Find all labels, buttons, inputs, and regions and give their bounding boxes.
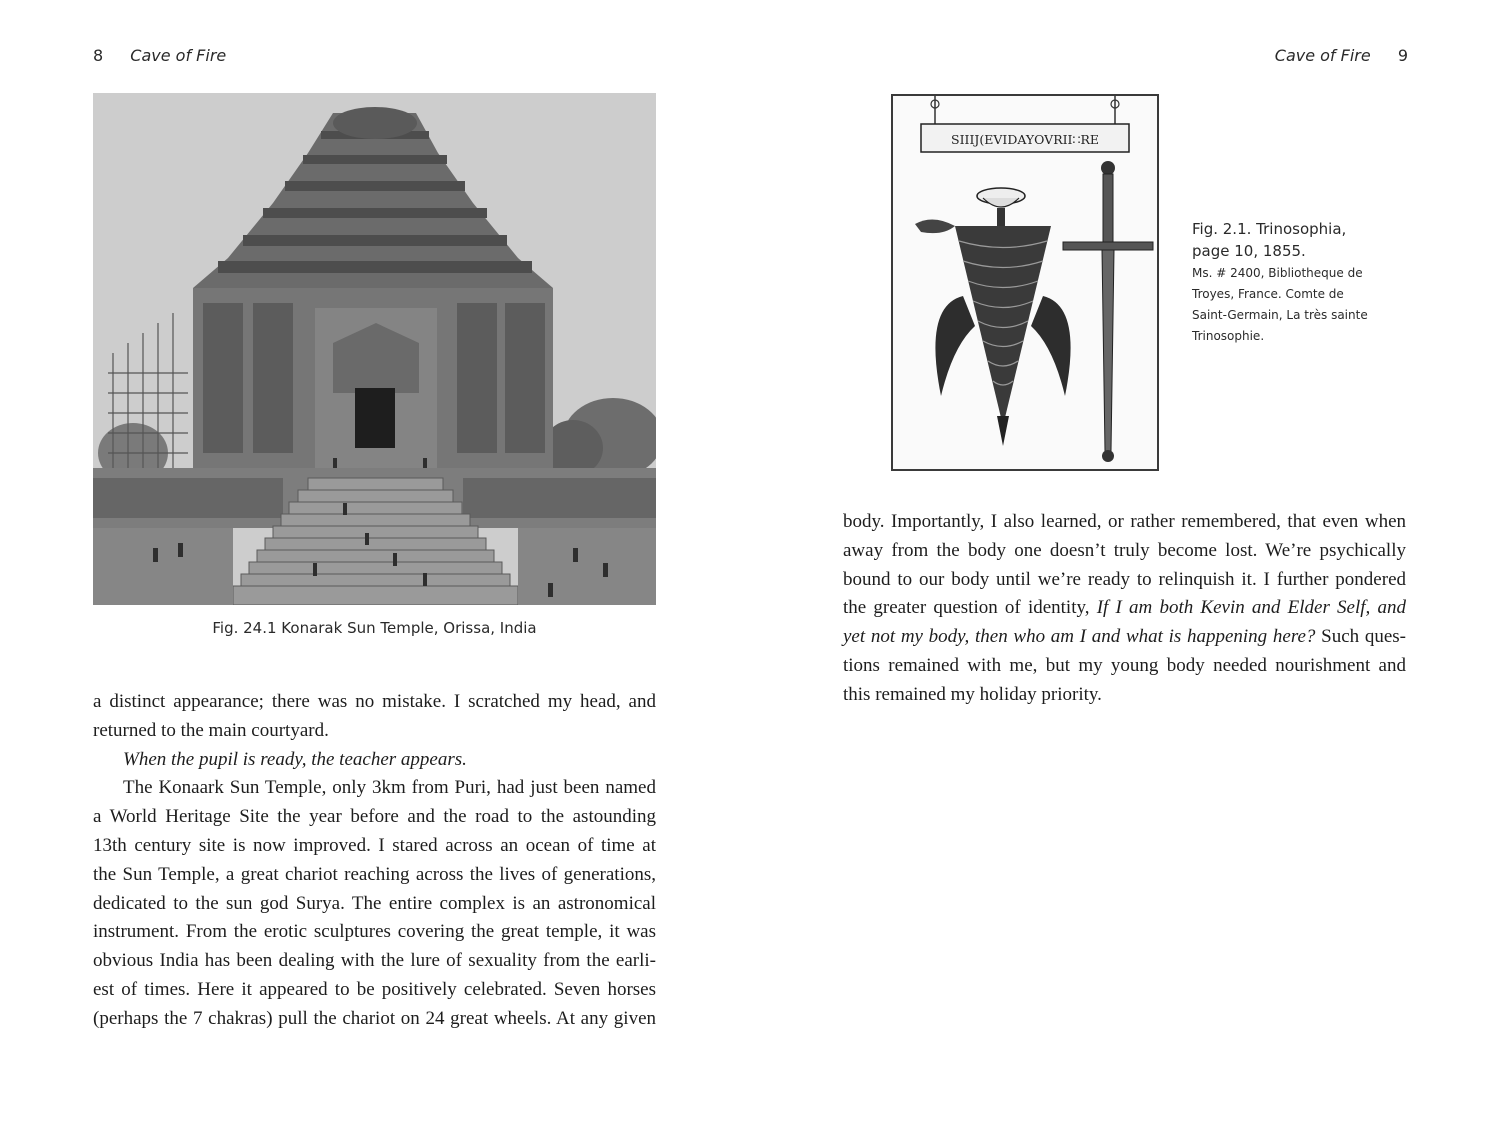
text-line: body. Importantly, I also learned, or rather remembered, that even when [843,511,1406,532]
left-figure-caption: Fig. 24.1 Konarak Sun Temple, Orissa, India [212,619,537,637]
text-line: tions remained with me, but my young body needed nourishment and [843,654,1406,676]
right-figure-caption [1192,218,1392,347]
text-line: this remained my holiday priority. [843,683,1102,705]
left-running-header [93,46,226,65]
right-body-text [843,508,1406,710]
caption-line: page 10, 1855. [1192,242,1306,260]
left-body-text [93,688,656,1034]
text-line: away from the body one doesn’t truly become lost. We’re psychically [843,539,1406,561]
caption-source-line: Saint-Germain, La très sainte [1192,308,1368,322]
text-line: The Konaark Sun Temple, only 3km from Puri, had just been named [123,777,656,799]
text-line: 13th century site is now improved. I stared across an ocean of time at [93,834,656,856]
left-page-number: 8 [93,46,104,65]
right-page-number: 9 [1397,46,1408,65]
text-line: (perhaps the 7 chakras) pull the chariot on 24 great wheels. At any given [93,1007,656,1029]
caption-source-line: Ms. # 2400, Bibliotheque de [1192,266,1363,280]
text-line [843,594,1406,623]
text-segment: the greater question of identity, [843,597,1097,619]
caption-line: Fig. 2.1. Trinosophia, [1192,220,1347,238]
text-line: the Sun Temple, a great chariot reaching across the lives of generations, [93,863,656,885]
text-segment: Such ques- [1315,626,1406,648]
text-line: obvious India has been dealing with the lure of sexuality from the earli- [93,950,656,972]
right-running-title: Cave of Fire [1274,46,1371,65]
right-page [750,0,1500,1125]
text-line: returned to the main courtyard. [93,719,329,741]
trinosophia-illustration [891,94,1159,471]
text-line: a distinct appearance; there was no mistake. I scratched my head, and [93,691,656,712]
text-line [843,623,1406,652]
konarak-temple-photo [93,93,656,605]
text-line: dedicated to the sun god Surya. The entire complex is an astronomical [93,892,656,914]
caption-source-line: Trinosophie. [1192,329,1265,343]
text-line: bound to our body until we’re ready to relinquish it. I further pondered [843,568,1406,590]
right-running-header [1275,46,1408,65]
italic-segment: yet not my body, then who am I and what is happening here? [843,626,1316,648]
quote-line: When the pupil is ready, the teacher appears. [123,748,467,770]
text-line: instrument. From the erotic sculptures covering the great temple, it was [93,921,656,943]
left-running-title: Cave of Fire [130,46,227,65]
banner-inscription: SIIIJ(EVIDAYOVRII∷RE [951,132,1099,147]
caption-source-line: Troyes, France. Comte de [1192,287,1344,301]
text-line: est of times. Here it appeared to be positively celebrated. Seven horses [93,978,656,1000]
text-line: a World Heritage Site the year before and the road to the astounding [93,806,656,828]
italic-segment: If I am both Kevin and Elder Self, and [1096,597,1406,619]
